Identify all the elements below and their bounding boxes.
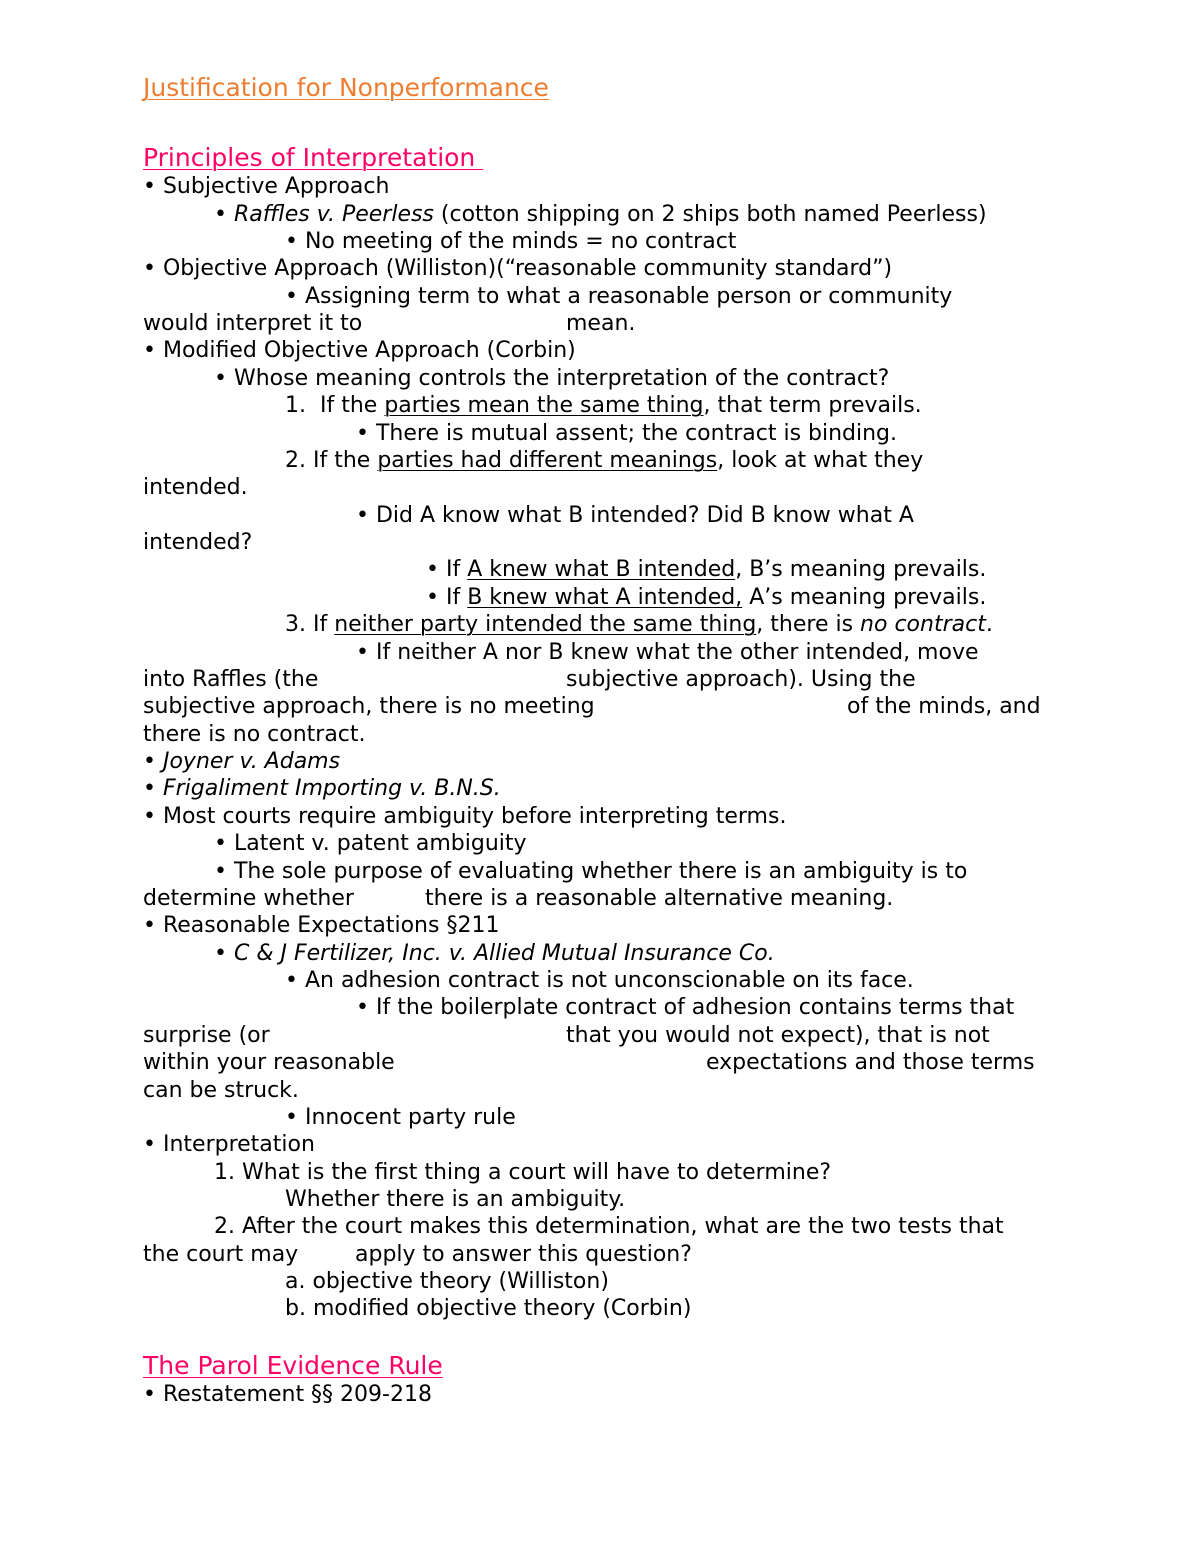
list-item: a. objective theory (Williston): [285, 1269, 609, 1294]
list-item: • Did A know what B intended? Did B know what A: [356, 503, 914, 528]
list-item: • Raffles v. Peerless (cotton shipping on 2 ships both named Peerless): [214, 202, 987, 227]
heading-principles-of-interpretation: Principles of Interpretation: [143, 143, 484, 172]
list-item: 1. If the parties mean the same thing, that term prevails.: [285, 393, 922, 418]
list-item-continuation: determine whether there is a reasonable alternative meaning.: [143, 886, 894, 911]
list-item: • If B knew what A intended, A’s meaning prevails.: [426, 585, 987, 610]
list-item: 2. After the court makes this determination, what are the two tests that: [214, 1214, 1004, 1239]
list-item: • Innocent party rule: [285, 1105, 516, 1130]
list-item-continuation: surprise (or that you would not expect), that is not: [143, 1023, 990, 1048]
list-item: • Subjective Approach: [143, 174, 390, 199]
list-item: • If the boilerplate contract of adhesion contains terms that: [356, 995, 1015, 1020]
list-item-continuation: subjective approach, there is no meeting of the minds, and: [143, 694, 1041, 719]
list-item-continuation: intended?: [143, 530, 253, 555]
list-item: b. modified objective theory (Corbin): [285, 1296, 692, 1321]
list-item: 2. If the parties had different meanings, look at what they: [285, 448, 924, 473]
list-item: • Latent v. patent ambiguity: [214, 831, 527, 856]
list-item: • Modified Objective Approach (Corbin): [143, 338, 576, 363]
list-item: • Most courts require ambiguity before interpreting terms.: [143, 804, 787, 829]
list-item: • Reasonable Expectations §211: [143, 913, 500, 938]
list-item: • Joyner v. Adams: [143, 749, 341, 774]
list-item: 3. If neither party intended the same thing, there is no contract.: [285, 612, 993, 637]
document-title: Justification for Nonperformance: [143, 73, 549, 102]
list-item: 1. What is the first thing a court will have to determine?: [214, 1160, 832, 1185]
list-item: • Frigaliment Importing v. B.N.S.: [143, 776, 501, 801]
list-item-continuation: the court may apply to answer this question?: [143, 1242, 692, 1267]
list-item: • Interpretation: [143, 1132, 315, 1157]
list-item: • No meeting of the minds = no contract: [285, 229, 737, 254]
list-item: • Objective Approach (Williston)(“reasonable community standard”): [143, 256, 893, 281]
list-item: • Assigning term to what a reasonable person or community: [285, 284, 953, 309]
list-item-continuation: into Raffles (the subjective approach). Using the: [143, 667, 916, 692]
list-item: • C & J Fertilizer, Inc. v. Allied Mutual Insurance Co.: [214, 941, 775, 966]
list-item: • If neither A nor B knew what the other intended, move: [356, 640, 979, 665]
list-item: Whether there is an ambiguity.: [285, 1187, 626, 1212]
list-item: • There is mutual assent; the contract is binding.: [356, 421, 898, 446]
list-item: • An adhesion contract is not unconscionable on its face.: [285, 968, 914, 993]
list-item-continuation: there is no contract.: [143, 722, 366, 747]
list-item: • Restatement §§ 209-218: [143, 1382, 432, 1407]
list-item-continuation: within your reasonable expectations and those terms: [143, 1050, 1035, 1075]
list-item-continuation: can be struck.: [143, 1078, 299, 1103]
list-item-continuation: intended.: [143, 475, 248, 500]
list-item: • If A knew what B intended, B’s meaning prevails.: [426, 557, 987, 582]
list-item: • The sole purpose of evaluating whether there is an ambiguity is to: [214, 859, 968, 884]
heading-parol-evidence-rule: The Parol Evidence Rule: [143, 1351, 443, 1380]
list-item-continuation: would interpret it to mean.: [143, 311, 636, 336]
list-item: • Whose meaning controls the interpretation of the contract?: [214, 366, 890, 391]
